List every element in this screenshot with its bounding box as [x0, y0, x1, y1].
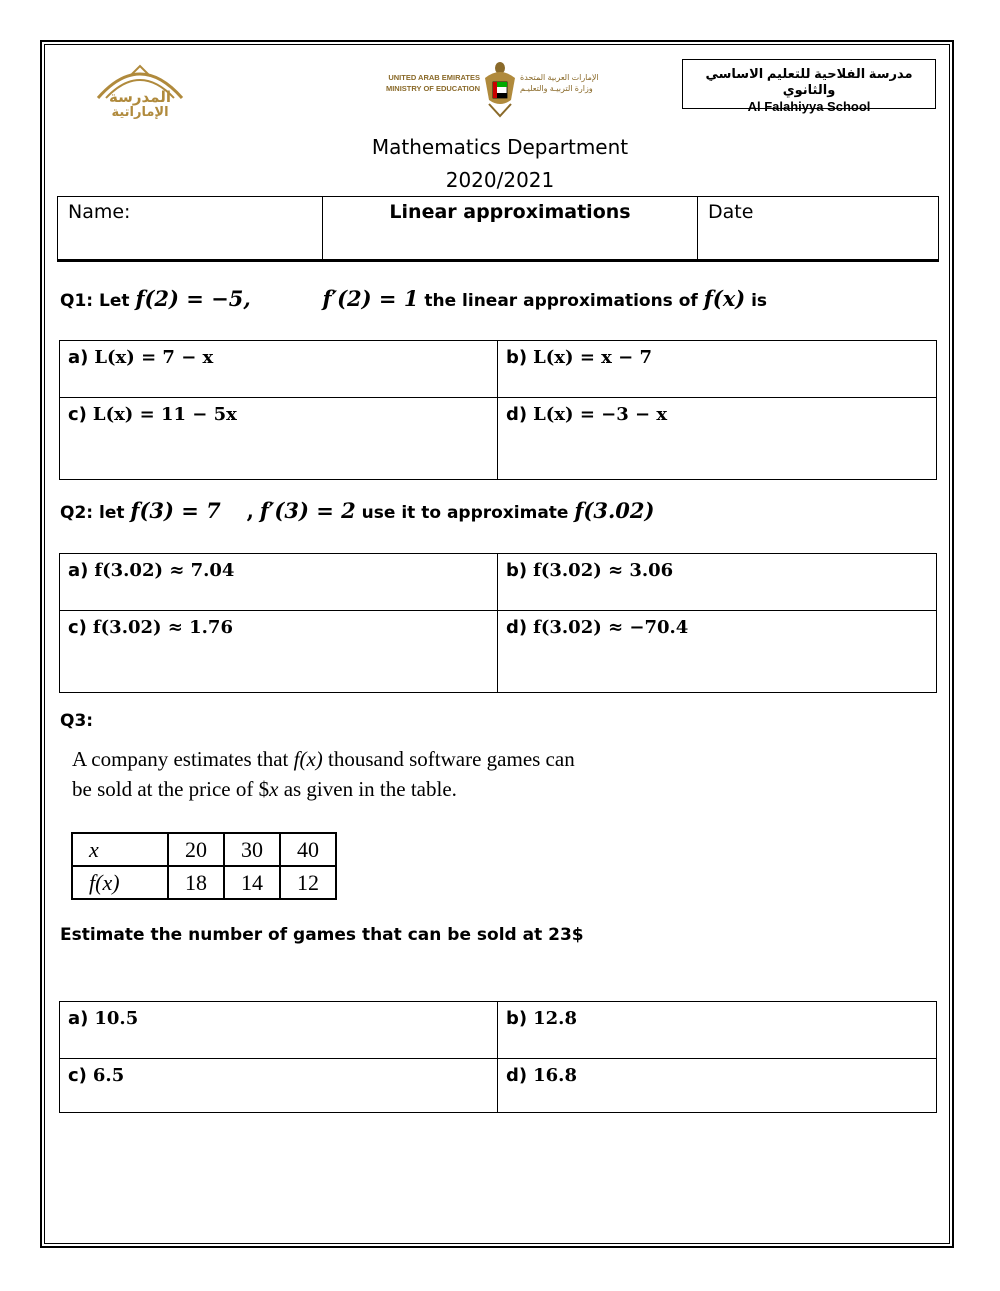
option-value: L(x) = 11 − 5x — [92, 404, 237, 425]
school-name-en: Al Falahiyya School — [747, 99, 871, 114]
table-row-fx — [72, 866, 336, 899]
option-label: a) — [68, 347, 89, 368]
option-label: b) — [506, 347, 528, 368]
date-label: Date — [708, 201, 754, 223]
option-value: L(x) = 7 − x — [94, 347, 214, 368]
q1-is: is — [751, 291, 768, 311]
worksheet-title: Linear approximations — [323, 197, 698, 259]
q2-let: let — [99, 503, 125, 523]
q3-statement-line1 — [72, 744, 712, 774]
option-label: b) — [506, 1008, 528, 1029]
q3-statement — [72, 744, 712, 804]
option-value: L(x) = −3 − x — [533, 404, 668, 425]
name-label: Name: — [68, 201, 131, 223]
department-heading — [300, 131, 700, 197]
table-cell: 18 — [168, 866, 224, 899]
q1-let: Let — [99, 291, 130, 311]
table-header-fx: f(x) — [72, 866, 168, 899]
q3-data-table — [71, 832, 337, 900]
info-table — [57, 196, 939, 262]
option-value: 12.8 — [533, 1008, 577, 1029]
ministry-en-line2: MINISTRY OF EDUCATION — [385, 84, 480, 93]
emirati-school-logo — [90, 58, 190, 120]
option-value: f(3.02) ≈ 3.06 — [533, 560, 674, 581]
table-cell: 30 — [224, 833, 280, 866]
q3-options — [59, 1001, 937, 1113]
question-3-label: Q3: — [60, 711, 94, 731]
option-value: f(3.02) ≈ 1.76 — [92, 617, 233, 638]
academic-year: 2020/2021 — [445, 168, 555, 192]
q1-label: Q1: — [60, 291, 94, 311]
q3-option-a[interactable] — [60, 1002, 498, 1058]
q2-given-value: f(3) = 7 — [130, 498, 221, 523]
q2-option-a[interactable] — [60, 554, 498, 610]
table-header-x: x — [72, 833, 168, 866]
statement-function: f(x) — [293, 747, 323, 771]
option-label: b) — [506, 560, 528, 581]
option-value: 16.8 — [533, 1065, 577, 1086]
question-1 — [60, 286, 767, 311]
q2-option-b[interactable] — [498, 554, 936, 610]
option-value: L(x) = x − 7 — [533, 347, 653, 368]
table-cell: 12 — [280, 866, 336, 899]
q1-option-c[interactable] — [60, 398, 498, 479]
q1-options — [59, 340, 937, 480]
q3-option-d[interactable] — [498, 1059, 936, 1112]
logo-text-line1: المدرسة — [109, 88, 171, 106]
school-logo-icon — [90, 58, 190, 120]
falcon-emblem-icon — [483, 60, 517, 118]
q1-option-d[interactable] — [498, 398, 936, 479]
q1-text: the linear approximations of — [424, 291, 698, 311]
q3-statement-line2 — [72, 774, 712, 804]
statement-variable: x — [269, 777, 279, 801]
q3-option-c[interactable] — [60, 1059, 498, 1112]
option-label: c) — [68, 617, 87, 638]
statement-text: be sold at the price of $ — [72, 777, 270, 801]
q3-options-row-2 — [60, 1058, 936, 1112]
option-value: 10.5 — [94, 1008, 139, 1029]
option-label: c) — [68, 404, 87, 425]
q2-options-row-2 — [60, 610, 936, 692]
q2-option-c[interactable] — [60, 611, 498, 692]
logo-text-line2: الإماراتية — [111, 105, 169, 120]
option-label: d) — [506, 404, 528, 425]
name-field[interactable] — [58, 197, 323, 259]
ministry-ar-line2: وزارة التربيـة والتعليـم — [520, 84, 593, 93]
table-cell: 40 — [280, 833, 336, 866]
q1-option-a[interactable] — [60, 341, 498, 397]
ministry-name-ar — [520, 72, 615, 94]
table-cell: 20 — [168, 833, 224, 866]
q1-given-derivative: f′(2) = 1 — [322, 286, 419, 311]
q2-separator: , — [246, 498, 254, 523]
table-cell: 14 — [224, 866, 280, 899]
option-value: 6.5 — [92, 1065, 125, 1086]
school-name-box — [682, 59, 936, 114]
statement-text: thousand software games can — [328, 747, 575, 771]
question-2 — [60, 498, 654, 523]
q3-estimate-prompt: Estimate the number of games that can be sold at 23$ — [60, 925, 584, 945]
q1-options-row-2 — [60, 397, 936, 479]
q2-option-d[interactable] — [498, 611, 936, 692]
ministry-name-en — [385, 72, 480, 94]
q1-options-row-1 — [60, 341, 936, 397]
q2-options — [59, 553, 937, 693]
q2-options-row-1 — [60, 554, 936, 610]
option-label: c) — [68, 1065, 87, 1086]
ministry-logo — [385, 60, 615, 120]
q2-label: Q2: — [60, 503, 94, 523]
ministry-ar-line1: الإمارات العربية المتحدة — [520, 73, 599, 82]
q2-target: f(3.02) — [574, 498, 655, 523]
q2-text: use it to approximate — [361, 503, 569, 523]
q1-function: f(x) — [703, 286, 746, 311]
option-label: d) — [506, 1065, 528, 1086]
option-label: a) — [68, 1008, 89, 1029]
q1-option-b[interactable] — [498, 341, 936, 397]
statement-text: as given in the table. — [283, 777, 457, 801]
statement-text: A company estimates that — [72, 747, 289, 771]
ministry-en-line1: UNITED ARAB EMIRATES — [388, 73, 480, 82]
department-name: Mathematics Department — [371, 135, 629, 159]
option-value: f(3.02) ≈ 7.04 — [94, 560, 235, 581]
q2-given-derivative: f′(3) = 2 — [259, 498, 356, 523]
option-label: d) — [506, 617, 528, 638]
option-label: a) — [68, 560, 89, 581]
q3-options-row-1 — [60, 1002, 936, 1058]
table-row-x — [72, 833, 336, 866]
option-value: f(3.02) ≈ −70.4 — [533, 617, 689, 638]
q1-given-value: f(2) = −5, — [135, 286, 251, 311]
school-name-ar: مدرسة الفلاحية للتعليم الاساسي والثانوي — [705, 66, 913, 97]
q3-option-b[interactable] — [498, 1002, 936, 1058]
date-field[interactable] — [698, 197, 938, 259]
